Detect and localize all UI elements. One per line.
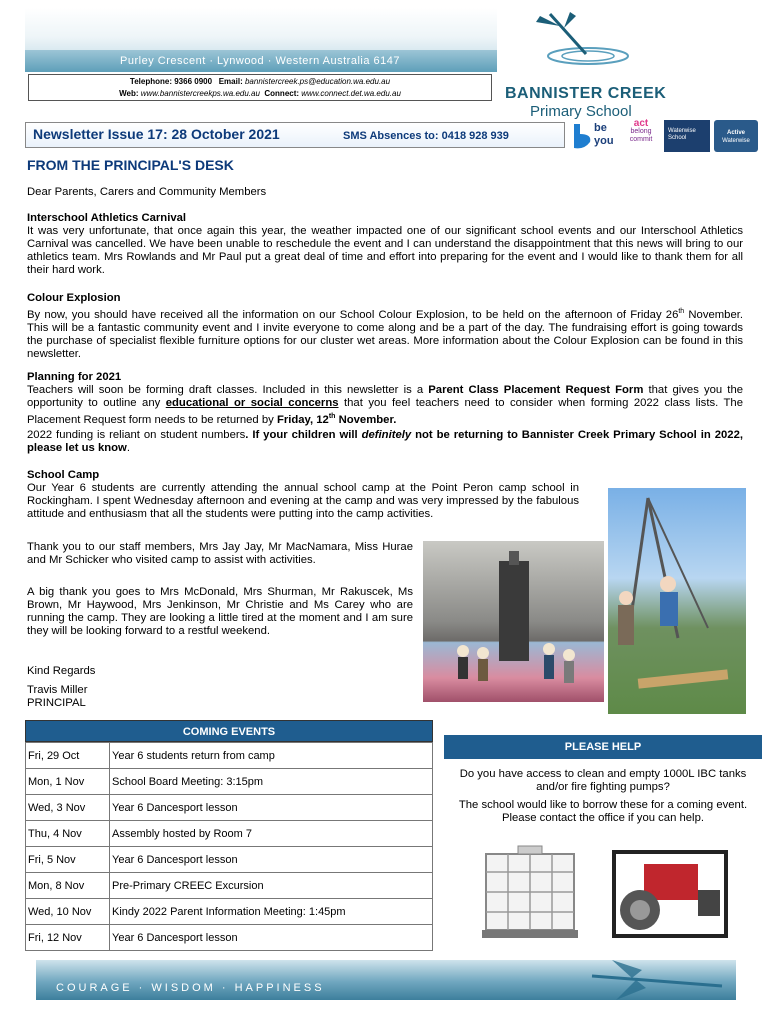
table-row bbox=[26, 925, 433, 951]
contact-box bbox=[28, 74, 492, 101]
table-row bbox=[26, 899, 433, 925]
event-description: Year 6 Dancesport lesson bbox=[110, 847, 433, 873]
web-label: Web: bbox=[119, 89, 139, 98]
camp-photo-swing bbox=[608, 488, 746, 714]
act-text-2: belong bbox=[630, 128, 652, 135]
coming-events-heading: COMING EVENTS bbox=[25, 720, 433, 742]
climbing-tower-icon bbox=[423, 541, 604, 702]
table-row bbox=[26, 795, 433, 821]
beyou-text-2: you bbox=[594, 135, 614, 147]
beyou-logo bbox=[570, 120, 618, 152]
table-row bbox=[26, 769, 433, 795]
school-name-sub: Primary School bbox=[530, 103, 632, 120]
principal-name: Travis Miller bbox=[27, 684, 88, 696]
fire-pump-icon bbox=[604, 840, 736, 944]
act-belong-commit-logo bbox=[622, 120, 660, 152]
event-date: Mon, 1 Nov bbox=[26, 769, 110, 795]
footer-dragonfly-icon bbox=[572, 956, 732, 1006]
coming-events-table bbox=[25, 742, 433, 951]
section-title: FROM THE PRINCIPAL'S DESK bbox=[27, 157, 234, 173]
event-date: Mon, 8 Nov bbox=[26, 873, 110, 899]
school-name: BANNISTER CREEK bbox=[505, 85, 667, 102]
event-date: Fri, 5 Nov bbox=[26, 847, 110, 873]
table-row bbox=[26, 743, 433, 769]
athletics-paragraph: It was very unfortunate, that once again this year, the weather impacted one of our significant school events and our Interschool Athletics Carnival was cancelled. We have been unable to reschedule the event and I can understand the disappointment that this news will bring to our athletics team. Mrs Rowlands and Mr Paul put a great deal of time and effort into preparing for the event and I would like to thank them for all their hard work. bbox=[27, 225, 743, 276]
event-date: Wed, 10 Nov bbox=[26, 899, 110, 925]
event-description: Assembly hosted by Room 7 bbox=[110, 821, 433, 847]
colour-paragraph: By now, you should have received all the information on our School Colour Explosion, to be held on the afternoon of Friday 26th November. This will be a fantastic community event and I invite everyone to come along and be a part of the day. The fundraising effort is going towards the purchase of specialist flexible furniture options for our cluster wet areas. More information about the Colour Explosion can be found in this newsletter. bbox=[27, 308, 744, 360]
aw-text-2: Waterwise bbox=[722, 138, 750, 144]
principal-role: PRINCIPAL bbox=[27, 697, 86, 709]
waterwise-school-logo bbox=[664, 120, 710, 152]
event-date: Fri, 29 Oct bbox=[26, 743, 110, 769]
dragonfly-logo-icon bbox=[520, 8, 630, 80]
aw-text-1: Active bbox=[726, 130, 745, 136]
funding-paragraph: 2022 funding is reliant on student numbers. If your children will definitely not be returning to Bannister Creek Primary School in 2022, please let us know. bbox=[27, 429, 743, 454]
ibc-tank-icon bbox=[478, 838, 582, 942]
act-text-3: commit bbox=[629, 136, 653, 143]
colour-heading: Colour Explosion bbox=[27, 292, 121, 304]
act-text-1: act bbox=[633, 118, 649, 129]
event-date: Wed, 3 Nov bbox=[26, 795, 110, 821]
help-request: The school would like to borrow these for a coming event. Please contact the office if you can help. bbox=[458, 799, 748, 824]
camp-heading: School Camp bbox=[27, 469, 100, 481]
camp-paragraph: Our Year 6 students are currently attending the annual school camp at the Point Peron camp school in Rockingham. I spent Wednesday afternoon and evening at the camp and was very impressed by the fabulous attitude and enthusiasm that all the students were putting into the camp activities. bbox=[27, 482, 579, 520]
help-question: Do you have access to clean and empty 1000L IBC tanks and/or fire fighting pumps? bbox=[459, 768, 747, 793]
event-description: Kindy 2022 Parent Information Meeting: 1:45pm bbox=[110, 899, 433, 925]
school-motto: COURAGE · WISDOM · HAPPINESS bbox=[56, 982, 325, 994]
table-row bbox=[26, 821, 433, 847]
planning-paragraph: Teachers will soon be forming draft classes. Included in this newsletter is a Parent Class Placement Request Form that gives you the opportunity to outline any educational or social concerns that you feel teachers need to consider when forming 2022 class lists. The Placement Request form needs to be returned by Friday, 12th November. bbox=[27, 384, 744, 426]
school-address: Purley Crescent · Lynwood · Western Australia 6147 bbox=[120, 55, 400, 67]
waterwise-text-2: School bbox=[668, 135, 687, 141]
table-row bbox=[26, 847, 433, 873]
big-thanks-paragraph: A big thank you goes to Mrs McDonald, Mrs Shurman, Mr Rakuscek, Ms Brown, Mr Haywood, Mrs Jenkinson, Mr Christie and Ms Carey who are running the camp. They are looking a little tired at the moment and I am sure they will be looking forward to a restful weekend. bbox=[27, 586, 413, 637]
thanks-paragraph: Thank you to our staff members, Mrs Jay Jay, Mr MacNamara, Miss Hurae and Mr Schicker who visited camp to assist with activities. bbox=[27, 541, 413, 566]
please-help-heading: PLEASE HELP bbox=[444, 735, 762, 759]
active-waterwise-logo bbox=[714, 120, 758, 152]
athletics-heading: Interschool Athletics Carnival bbox=[27, 212, 187, 224]
connect-link[interactable]: www.connect.det.wa.edu.au bbox=[301, 89, 401, 98]
beyou-text-1: be bbox=[594, 122, 607, 134]
swing-frame-icon bbox=[608, 488, 746, 714]
connect-label: Connect: bbox=[264, 89, 300, 98]
email-link[interactable]: bannistercreek.ps@education.wa.edu.au bbox=[244, 77, 391, 86]
email-label: Email: bbox=[218, 77, 243, 86]
table-row bbox=[26, 873, 433, 899]
event-description: Year 6 Dancesport lesson bbox=[110, 795, 433, 821]
event-date: Fri, 12 Nov bbox=[26, 925, 110, 951]
sms-absences: SMS Absences to: 0418 928 939 bbox=[343, 130, 509, 142]
event-description: School Board Meeting: 3:15pm bbox=[110, 769, 433, 795]
event-date: Thu, 4 Nov bbox=[26, 821, 110, 847]
camp-photo-climbing bbox=[423, 541, 604, 702]
web-link[interactable]: www.bannistercreekps.wa.edu.au bbox=[140, 89, 260, 98]
planning-heading: Planning for 2021 bbox=[27, 371, 122, 383]
telephone: Telephone: 9366 0900 bbox=[129, 77, 213, 86]
newsletter-title: Newsletter Issue 17: 28 October 2021 bbox=[33, 126, 280, 142]
signoff: Kind Regards bbox=[27, 665, 96, 677]
event-description: Pre-Primary CREEC Excursion bbox=[110, 873, 433, 899]
event-description: Year 6 students return from camp bbox=[110, 743, 433, 769]
greeting: Dear Parents, Carers and Community Members bbox=[27, 186, 267, 198]
waterwise-text-1: Waterwise bbox=[668, 128, 696, 134]
event-description: Year 6 Dancesport lesson bbox=[110, 925, 433, 951]
